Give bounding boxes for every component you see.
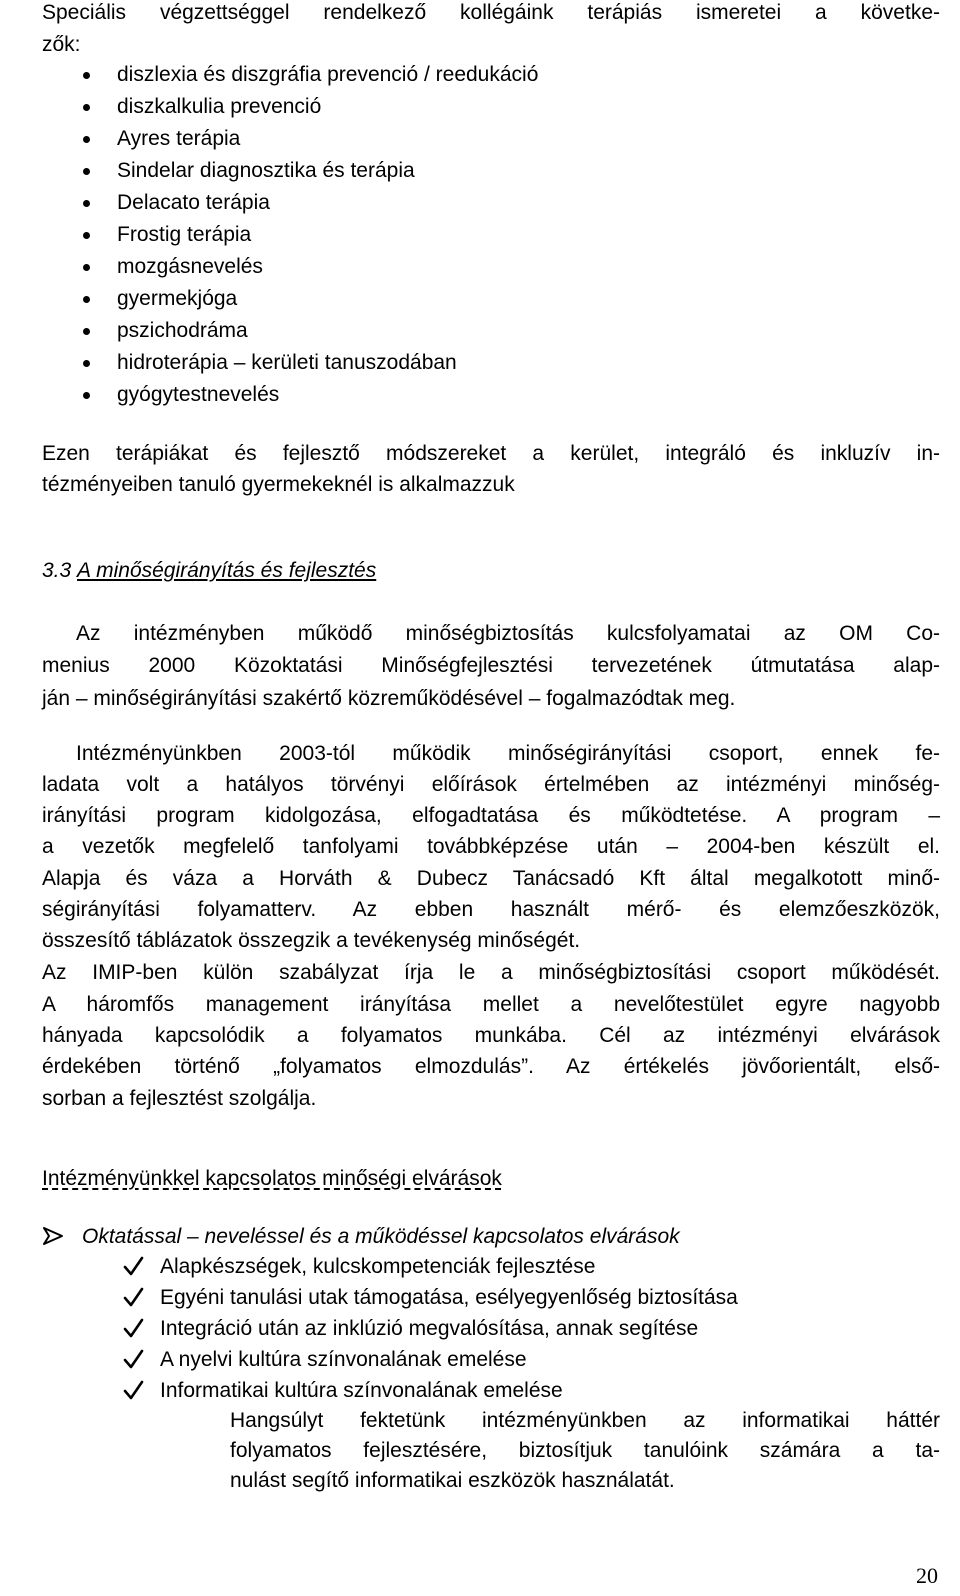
therapy-item: pszichodráma xyxy=(117,319,248,342)
paragraph-2-line: érdekében történő „folyamatos elmozdulás”. Az értékelés jövőorientált, első- xyxy=(42,1055,940,1078)
check-item: Integráció után az inklúzió megvalósítása, annak segítése xyxy=(160,1317,699,1340)
paragraph-2-line: Intézményünkben 2003-tól működik minőségirányítási csoport, ennek fe- xyxy=(76,742,940,765)
paragraph-1-line: Az intézményben működő minőségbiztosítás kulcsfolyamatai az OM Co- xyxy=(76,622,940,645)
paragraph-2-line: A háromfős management irányítása mellet a nevelőtestület egyre nagyobb xyxy=(42,993,940,1016)
paragraph-2-line: a vezetők megfelelő tanfolyami továbbképzése után – 2004-ben készült el. xyxy=(42,835,940,858)
page-number: 20 xyxy=(916,1563,938,1588)
usage-line-2: tézményeiben tanuló gyermekeknél is alkalmazzuk xyxy=(42,473,515,496)
expectations-heading: Intézményünkkel kapcsolatos minőségi elvárások xyxy=(42,1167,502,1190)
bullet-dot-icon xyxy=(83,104,90,111)
paragraph-1-line: menius 2000 Közoktatási Minőségfejlesztési tervezetének útmutatása alap- xyxy=(42,654,940,677)
checkmark-icon xyxy=(122,1255,144,1277)
section-title: A minőségirányítás és fejlesztés xyxy=(77,559,377,582)
bullet-dot-icon xyxy=(83,72,90,79)
bullet-dot-icon xyxy=(83,264,90,271)
intro-line-1: Speciális végzettséggel rendelkező kollégáink terápiás ismeretei a követke- xyxy=(42,1,940,24)
bullet-dot-icon xyxy=(83,136,90,143)
check-item: A nyelvi kultúra színvonalának emelése xyxy=(160,1348,527,1371)
main-expectation: Oktatással – neveléssel és a működéssel kapcsolatos elvárások xyxy=(82,1225,680,1248)
usage-line-1: Ezen terápiákat és fejlesztő módszereket a kerület, integráló és inkluzív in- xyxy=(42,442,940,465)
note-line-1: Hangsúlyt fektetünk intézményünkben az informatikai háttér xyxy=(230,1409,940,1432)
paragraph-2-line: sorban a fejlesztést szolgálja. xyxy=(42,1087,317,1110)
therapy-item: hidroterápia – kerületi tanuszodában xyxy=(117,351,457,374)
section-number: 3.3 xyxy=(42,559,72,582)
bullet-dot-icon xyxy=(83,168,90,175)
bullet-dot-icon xyxy=(83,360,90,367)
check-item: Alapkészségek, kulcskompetenciák fejlesztése xyxy=(160,1255,596,1278)
note-line-2: folyamatos fejlesztésére, biztosítjuk tanulóink számára a ta- xyxy=(230,1439,940,1462)
check-item: Informatikai kultúra színvonalának emelése xyxy=(160,1379,563,1402)
therapy-item: diszkalkulia prevenció xyxy=(117,95,322,118)
paragraph-2-line: összesítő táblázatok összegzik a tevékenység minőségét. xyxy=(42,929,581,952)
therapy-item: gyermekjóga xyxy=(117,287,238,310)
bullet-dot-icon xyxy=(83,200,90,207)
bullet-dot-icon xyxy=(83,296,90,303)
checkmark-icon xyxy=(122,1379,144,1401)
paragraph-2-line: hányada kapcsolódik a folyamatos munkába. Cél az intézményi elvárások xyxy=(42,1024,940,1047)
check-item: Egyéni tanulási utak támogatása, esélyegyenlőség biztosítása xyxy=(160,1286,738,1309)
arrow-bullet-icon xyxy=(42,1226,64,1246)
paragraph-2-line: ladata volt a hatályos törvényi előírások értelmében az intézményi minőség- xyxy=(42,773,940,796)
intro-line-2: zők: xyxy=(42,33,81,56)
section-heading xyxy=(42,560,376,581)
bullet-dot-icon xyxy=(83,328,90,335)
therapy-item: gyógytestnevelés xyxy=(117,383,280,406)
bullet-dot-icon xyxy=(83,392,90,399)
therapy-item: Delacato terápia xyxy=(117,191,270,214)
paragraph-2-line: Az IMIP-ben külön szabályzat írja le a minőségbiztosítási csoport működését. xyxy=(42,961,940,984)
therapy-item: Ayres terápia xyxy=(117,127,241,150)
paragraph-2-line: ségirányítási folyamatterv. Az ebben használt mérő- és elemzőeszközök, xyxy=(42,898,940,921)
note-line-3: nulást segítő informatikai eszközök használatát. xyxy=(230,1469,675,1492)
paragraph-2-line: Alapja és váza a Horváth & Dubecz Tanácsadó Kft által megalkotott minő- xyxy=(42,867,940,890)
therapy-item: Frostig terápia xyxy=(117,223,252,246)
checkmark-icon xyxy=(122,1348,144,1370)
paragraph-1-line: ján – minőségirányítási szakértő közreműködésével – fogalmazódtak meg. xyxy=(42,687,736,710)
checkmark-icon xyxy=(122,1317,144,1339)
therapy-item: mozgásnevelés xyxy=(117,255,263,278)
therapy-item: Sindelar diagnosztika és terápia xyxy=(117,159,415,182)
bullet-dot-icon xyxy=(83,232,90,239)
therapy-item: diszlexia és diszgráfia prevenció / reedukáció xyxy=(117,63,539,86)
checkmark-icon xyxy=(122,1286,144,1308)
paragraph-2-line: irányítási program kidolgozása, elfogadtatása és működtetése. A program – xyxy=(42,804,940,827)
